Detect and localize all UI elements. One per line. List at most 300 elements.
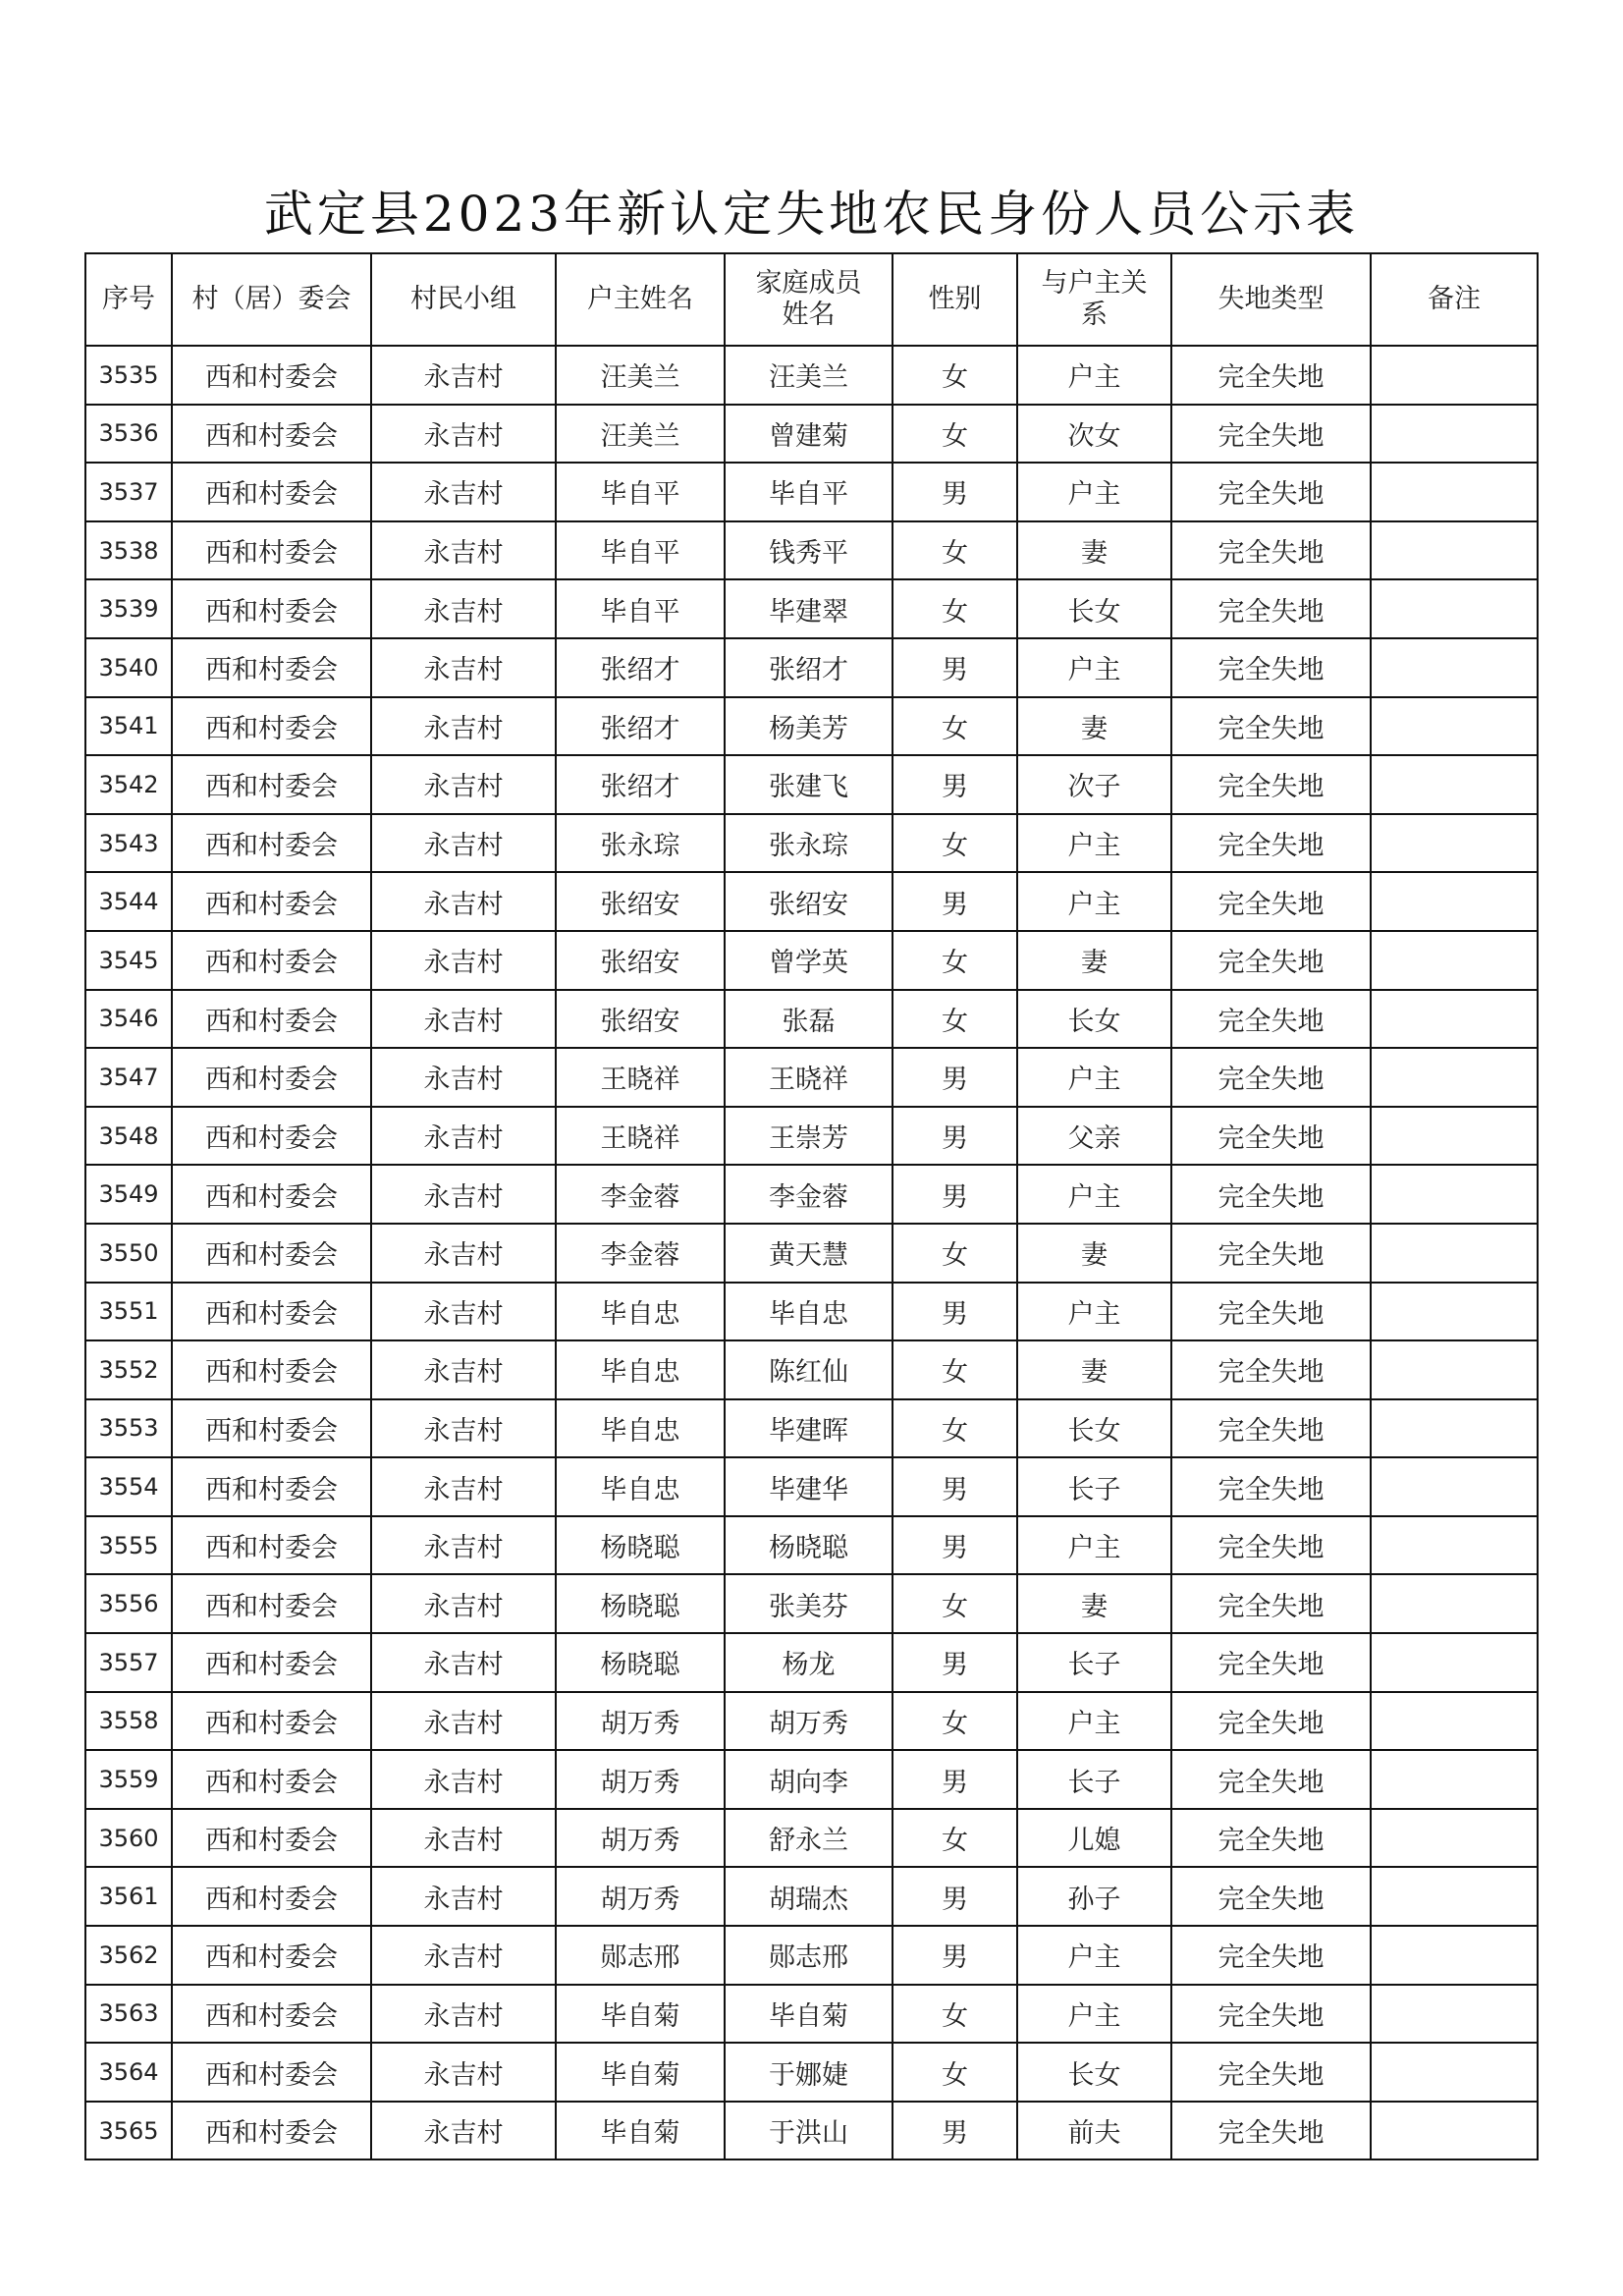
villager-group-cell: 永吉村 bbox=[371, 1574, 556, 1633]
villager-group-cell: 永吉村 bbox=[371, 1516, 556, 1575]
land-loss-type-cell: 完全失地 bbox=[1171, 638, 1371, 697]
remarks-cell bbox=[1371, 697, 1538, 756]
villager-group-cell: 永吉村 bbox=[371, 2102, 556, 2160]
gender-cell: 男 bbox=[893, 872, 1017, 931]
table-row bbox=[85, 1692, 1538, 1751]
villager-group-cell: 永吉村 bbox=[371, 638, 556, 697]
land-loss-type-cell: 完全失地 bbox=[1171, 1340, 1371, 1399]
column-header-land-loss-type: 失地类型 bbox=[1171, 253, 1371, 346]
relation-cell: 长女 bbox=[1017, 2043, 1171, 2102]
gender-cell: 男 bbox=[893, 2102, 1017, 2160]
villager-group-cell: 永吉村 bbox=[371, 1926, 556, 1985]
gender-cell: 女 bbox=[893, 521, 1017, 580]
table-row bbox=[85, 1516, 1538, 1575]
member-name-cell: 毕自菊 bbox=[725, 1985, 893, 2044]
household-head-cell: 李金蓉 bbox=[556, 1224, 725, 1283]
relation-cell: 户主 bbox=[1017, 1926, 1171, 1985]
member-name-cell: 胡向李 bbox=[725, 1750, 893, 1809]
relation-cell: 长女 bbox=[1017, 579, 1171, 638]
household-head-cell: 毕自菊 bbox=[556, 2043, 725, 2102]
land-loss-type-cell: 完全失地 bbox=[1171, 931, 1371, 990]
serial-cell: 3536 bbox=[85, 405, 172, 464]
member-name-cell: 张建飞 bbox=[725, 755, 893, 814]
table-row bbox=[85, 2043, 1538, 2102]
remarks-cell bbox=[1371, 1574, 1538, 1633]
member-name-cell: 曾建菊 bbox=[725, 405, 893, 464]
relation-cell: 长子 bbox=[1017, 1457, 1171, 1516]
table-row bbox=[85, 755, 1538, 814]
table-row bbox=[85, 1283, 1538, 1341]
serial-cell: 3541 bbox=[85, 697, 172, 756]
land-loss-type-cell: 完全失地 bbox=[1171, 346, 1371, 405]
table-row bbox=[85, 990, 1538, 1049]
relation-cell: 前夫 bbox=[1017, 2102, 1171, 2160]
relation-cell: 长子 bbox=[1017, 1633, 1171, 1692]
village-committee-cell: 西和村委会 bbox=[172, 1399, 371, 1458]
table-row bbox=[85, 872, 1538, 931]
village-committee-cell: 西和村委会 bbox=[172, 346, 371, 405]
serial-cell: 3545 bbox=[85, 931, 172, 990]
villager-group-cell: 永吉村 bbox=[371, 1340, 556, 1399]
gender-cell: 女 bbox=[893, 2043, 1017, 2102]
member-name-cell: 王崇芳 bbox=[725, 1107, 893, 1166]
table-row bbox=[85, 1457, 1538, 1516]
villager-group-cell: 永吉村 bbox=[371, 1750, 556, 1809]
household-head-cell: 王晓祥 bbox=[556, 1107, 725, 1166]
relation-cell: 户主 bbox=[1017, 1516, 1171, 1575]
member-name-cell: 张磊 bbox=[725, 990, 893, 1049]
village-committee-cell: 西和村委会 bbox=[172, 2043, 371, 2102]
member-name-cell: 杨晓聪 bbox=[725, 1516, 893, 1575]
table-row bbox=[85, 931, 1538, 990]
member-name-cell: 陈红仙 bbox=[725, 1340, 893, 1399]
household-head-cell: 张绍才 bbox=[556, 697, 725, 756]
land-loss-type-cell: 完全失地 bbox=[1171, 1399, 1371, 1458]
village-committee-cell: 西和村委会 bbox=[172, 697, 371, 756]
serial-cell: 3546 bbox=[85, 990, 172, 1049]
serial-cell: 3547 bbox=[85, 1048, 172, 1107]
remarks-cell bbox=[1371, 2102, 1538, 2160]
household-head-cell: 毕自忠 bbox=[556, 1340, 725, 1399]
land-loss-type-cell: 完全失地 bbox=[1171, 1985, 1371, 2044]
village-committee-cell: 西和村委会 bbox=[172, 1926, 371, 1985]
village-committee-cell: 西和村委会 bbox=[172, 755, 371, 814]
village-committee-cell: 西和村委会 bbox=[172, 1107, 371, 1166]
household-head-cell: 张绍安 bbox=[556, 872, 725, 931]
relation-cell: 户主 bbox=[1017, 1985, 1171, 2044]
household-head-cell: 杨晓聪 bbox=[556, 1633, 725, 1692]
remarks-cell bbox=[1371, 463, 1538, 521]
member-name-cell: 汪美兰 bbox=[725, 346, 893, 405]
villager-group-cell: 永吉村 bbox=[371, 1457, 556, 1516]
village-committee-cell: 西和村委会 bbox=[172, 521, 371, 580]
gender-cell: 女 bbox=[893, 1985, 1017, 2044]
remarks-cell bbox=[1371, 1750, 1538, 1809]
table-row bbox=[85, 1224, 1538, 1283]
village-committee-cell: 西和村委会 bbox=[172, 1809, 371, 1868]
household-head-cell: 张绍才 bbox=[556, 638, 725, 697]
relation-cell: 长女 bbox=[1017, 990, 1171, 1049]
village-committee-cell: 西和村委会 bbox=[172, 1750, 371, 1809]
villager-group-cell: 永吉村 bbox=[371, 697, 556, 756]
household-head-cell: 汪美兰 bbox=[556, 346, 725, 405]
relation-cell: 长子 bbox=[1017, 1750, 1171, 1809]
table-row bbox=[85, 579, 1538, 638]
land-loss-type-cell: 完全失地 bbox=[1171, 1574, 1371, 1633]
member-name-cell: 郧志邢 bbox=[725, 1926, 893, 1985]
member-name-cell: 张绍安 bbox=[725, 872, 893, 931]
village-committee-cell: 西和村委会 bbox=[172, 1516, 371, 1575]
member-name-cell: 王晓祥 bbox=[725, 1048, 893, 1107]
village-committee-cell: 西和村委会 bbox=[172, 931, 371, 990]
remarks-cell bbox=[1371, 1165, 1538, 1224]
gender-cell: 男 bbox=[893, 1867, 1017, 1926]
household-head-cell: 胡万秀 bbox=[556, 1750, 725, 1809]
relation-cell: 户主 bbox=[1017, 872, 1171, 931]
table-body bbox=[85, 346, 1538, 2159]
roster-table bbox=[84, 252, 1539, 2160]
land-loss-type-cell: 完全失地 bbox=[1171, 1165, 1371, 1224]
villager-group-cell: 永吉村 bbox=[371, 755, 556, 814]
gender-cell: 女 bbox=[893, 814, 1017, 873]
gender-cell: 男 bbox=[893, 1633, 1017, 1692]
remarks-cell bbox=[1371, 1809, 1538, 1868]
villager-group-cell: 永吉村 bbox=[371, 1048, 556, 1107]
land-loss-type-cell: 完全失地 bbox=[1171, 1633, 1371, 1692]
column-header-village-committee: 村（居）委会 bbox=[172, 253, 371, 346]
table-row bbox=[85, 1399, 1538, 1458]
relation-cell: 妻 bbox=[1017, 521, 1171, 580]
column-header-serial: 序号 bbox=[85, 253, 172, 346]
table-row bbox=[85, 638, 1538, 697]
villager-group-cell: 永吉村 bbox=[371, 814, 556, 873]
household-head-cell: 毕自菊 bbox=[556, 2102, 725, 2160]
village-committee-cell: 西和村委会 bbox=[172, 1867, 371, 1926]
gender-cell: 男 bbox=[893, 1926, 1017, 1985]
gender-cell: 男 bbox=[893, 1048, 1017, 1107]
gender-cell: 男 bbox=[893, 755, 1017, 814]
household-head-cell: 张绍安 bbox=[556, 931, 725, 990]
serial-cell: 3555 bbox=[85, 1516, 172, 1575]
land-loss-type-cell: 完全失地 bbox=[1171, 1926, 1371, 1985]
household-head-cell: 毕自平 bbox=[556, 579, 725, 638]
serial-cell: 3539 bbox=[85, 579, 172, 638]
villager-group-cell: 永吉村 bbox=[371, 579, 556, 638]
household-head-cell: 胡万秀 bbox=[556, 1809, 725, 1868]
remarks-cell bbox=[1371, 1633, 1538, 1692]
land-loss-type-cell: 完全失地 bbox=[1171, 521, 1371, 580]
remarks-cell bbox=[1371, 1692, 1538, 1751]
villager-group-cell: 永吉村 bbox=[371, 1224, 556, 1283]
table-row bbox=[85, 463, 1538, 521]
table-row bbox=[85, 1750, 1538, 1809]
member-name-cell: 毕建晖 bbox=[725, 1399, 893, 1458]
land-loss-type-cell: 完全失地 bbox=[1171, 814, 1371, 873]
village-committee-cell: 西和村委会 bbox=[172, 1692, 371, 1751]
table-row bbox=[85, 1926, 1538, 1985]
household-head-cell: 毕自忠 bbox=[556, 1399, 725, 1458]
remarks-cell bbox=[1371, 1224, 1538, 1283]
remarks-cell bbox=[1371, 405, 1538, 464]
relation-cell: 儿媳 bbox=[1017, 1809, 1171, 1868]
serial-cell: 3562 bbox=[85, 1926, 172, 1985]
gender-cell: 女 bbox=[893, 1340, 1017, 1399]
serial-cell: 3543 bbox=[85, 814, 172, 873]
member-name-cell: 曾学英 bbox=[725, 931, 893, 990]
land-loss-type-cell: 完全失地 bbox=[1171, 990, 1371, 1049]
remarks-cell bbox=[1371, 872, 1538, 931]
land-loss-type-cell: 完全失地 bbox=[1171, 1224, 1371, 1283]
remarks-cell bbox=[1371, 1985, 1538, 2044]
household-head-cell: 毕自忠 bbox=[556, 1457, 725, 1516]
gender-cell: 女 bbox=[893, 1224, 1017, 1283]
village-committee-cell: 西和村委会 bbox=[172, 1048, 371, 1107]
relation-cell: 次女 bbox=[1017, 405, 1171, 464]
serial-cell: 3549 bbox=[85, 1165, 172, 1224]
villager-group-cell: 永吉村 bbox=[371, 1283, 556, 1341]
serial-cell: 3556 bbox=[85, 1574, 172, 1633]
member-name-cell: 毕建翠 bbox=[725, 579, 893, 638]
table-row bbox=[85, 1985, 1538, 2044]
table-row bbox=[85, 1165, 1538, 1224]
relation-cell: 妻 bbox=[1017, 931, 1171, 990]
page-title: 武定县2023年新认定失地农民身份人员公示表 bbox=[263, 186, 1360, 243]
member-name-cell: 于洪山 bbox=[725, 2102, 893, 2160]
gender-cell: 男 bbox=[893, 1516, 1017, 1575]
remarks-cell bbox=[1371, 1926, 1538, 1985]
member-name-cell: 胡万秀 bbox=[725, 1692, 893, 1751]
relation-cell: 户主 bbox=[1017, 346, 1171, 405]
village-committee-cell: 西和村委会 bbox=[172, 638, 371, 697]
remarks-cell bbox=[1371, 1457, 1538, 1516]
table-row bbox=[85, 346, 1538, 405]
villager-group-cell: 永吉村 bbox=[371, 1399, 556, 1458]
gender-cell: 女 bbox=[893, 579, 1017, 638]
serial-cell: 3535 bbox=[85, 346, 172, 405]
member-name-cell: 钱秀平 bbox=[725, 521, 893, 580]
remarks-cell bbox=[1371, 1107, 1538, 1166]
gender-cell: 女 bbox=[893, 990, 1017, 1049]
serial-cell: 3542 bbox=[85, 755, 172, 814]
column-header-household-head: 户主姓名 bbox=[556, 253, 725, 346]
village-committee-cell: 西和村委会 bbox=[172, 1457, 371, 1516]
table-row bbox=[85, 814, 1538, 873]
gender-cell: 女 bbox=[893, 1399, 1017, 1458]
remarks-cell bbox=[1371, 814, 1538, 873]
member-name-cell: 舒永兰 bbox=[725, 1809, 893, 1868]
member-name-cell: 杨美芳 bbox=[725, 697, 893, 756]
village-committee-cell: 西和村委会 bbox=[172, 1574, 371, 1633]
gender-cell: 女 bbox=[893, 697, 1017, 756]
relation-cell: 妻 bbox=[1017, 697, 1171, 756]
member-name-cell: 胡瑞杰 bbox=[725, 1867, 893, 1926]
member-name-cell: 杨龙 bbox=[725, 1633, 893, 1692]
remarks-cell bbox=[1371, 1867, 1538, 1926]
remarks-cell bbox=[1371, 1283, 1538, 1341]
gender-cell: 男 bbox=[893, 1457, 1017, 1516]
household-head-cell: 张绍才 bbox=[556, 755, 725, 814]
remarks-cell bbox=[1371, 1399, 1538, 1458]
village-committee-cell: 西和村委会 bbox=[172, 405, 371, 464]
serial-cell: 3548 bbox=[85, 1107, 172, 1166]
remarks-cell bbox=[1371, 1048, 1538, 1107]
land-loss-type-cell: 完全失地 bbox=[1171, 1809, 1371, 1868]
villager-group-cell: 永吉村 bbox=[371, 1107, 556, 1166]
remarks-cell bbox=[1371, 1516, 1538, 1575]
member-name-cell: 李金蓉 bbox=[725, 1165, 893, 1224]
village-committee-cell: 西和村委会 bbox=[172, 2102, 371, 2160]
table-row bbox=[85, 1809, 1538, 1868]
serial-cell: 3560 bbox=[85, 1809, 172, 1868]
serial-cell: 3565 bbox=[85, 2102, 172, 2160]
table-row bbox=[85, 1048, 1538, 1107]
member-name-cell: 张美芬 bbox=[725, 1574, 893, 1633]
villager-group-cell: 永吉村 bbox=[371, 1633, 556, 1692]
table-row bbox=[85, 2102, 1538, 2160]
serial-cell: 3538 bbox=[85, 521, 172, 580]
village-committee-cell: 西和村委会 bbox=[172, 1165, 371, 1224]
household-head-cell: 胡万秀 bbox=[556, 1692, 725, 1751]
land-loss-type-cell: 完全失地 bbox=[1171, 1283, 1371, 1341]
household-head-cell: 杨晓聪 bbox=[556, 1574, 725, 1633]
household-head-cell: 毕自忠 bbox=[556, 1283, 725, 1341]
household-head-cell: 胡万秀 bbox=[556, 1867, 725, 1926]
serial-cell: 3550 bbox=[85, 1224, 172, 1283]
remarks-cell bbox=[1371, 638, 1538, 697]
household-head-cell: 毕自菊 bbox=[556, 1985, 725, 2044]
villager-group-cell: 永吉村 bbox=[371, 1809, 556, 1868]
villager-group-cell: 永吉村 bbox=[371, 463, 556, 521]
villager-group-cell: 永吉村 bbox=[371, 521, 556, 580]
land-loss-type-cell: 完全失地 bbox=[1171, 1692, 1371, 1751]
gender-cell: 女 bbox=[893, 1574, 1017, 1633]
land-loss-type-cell: 完全失地 bbox=[1171, 405, 1371, 464]
household-head-cell: 汪美兰 bbox=[556, 405, 725, 464]
relation-cell: 妻 bbox=[1017, 1224, 1171, 1283]
land-loss-type-cell: 完全失地 bbox=[1171, 697, 1371, 756]
remarks-cell bbox=[1371, 346, 1538, 405]
gender-cell: 女 bbox=[893, 1692, 1017, 1751]
relation-cell: 户主 bbox=[1017, 1048, 1171, 1107]
gender-cell: 男 bbox=[893, 1283, 1017, 1341]
serial-cell: 3564 bbox=[85, 2043, 172, 2102]
household-head-cell: 郧志邢 bbox=[556, 1926, 725, 1985]
household-head-cell: 毕自平 bbox=[556, 463, 725, 521]
land-loss-type-cell: 完全失地 bbox=[1171, 1750, 1371, 1809]
gender-cell: 女 bbox=[893, 1809, 1017, 1868]
gender-cell: 女 bbox=[893, 931, 1017, 990]
table-row bbox=[85, 521, 1538, 580]
member-name-cell: 毕自忠 bbox=[725, 1283, 893, 1341]
member-name-cell: 毕建华 bbox=[725, 1457, 893, 1516]
villager-group-cell: 永吉村 bbox=[371, 1985, 556, 2044]
villager-group-cell: 永吉村 bbox=[371, 1692, 556, 1751]
table-row bbox=[85, 697, 1538, 756]
village-committee-cell: 西和村委会 bbox=[172, 814, 371, 873]
relation-cell: 户主 bbox=[1017, 638, 1171, 697]
villager-group-cell: 永吉村 bbox=[371, 990, 556, 1049]
village-committee-cell: 西和村委会 bbox=[172, 990, 371, 1049]
villager-group-cell: 永吉村 bbox=[371, 1165, 556, 1224]
remarks-cell bbox=[1371, 931, 1538, 990]
table-row bbox=[85, 405, 1538, 464]
village-committee-cell: 西和村委会 bbox=[172, 1340, 371, 1399]
village-committee-cell: 西和村委会 bbox=[172, 872, 371, 931]
village-committee-cell: 西和村委会 bbox=[172, 1633, 371, 1692]
gender-cell: 女 bbox=[893, 405, 1017, 464]
remarks-cell bbox=[1371, 521, 1538, 580]
member-name-cell: 张绍才 bbox=[725, 638, 893, 697]
relation-cell: 户主 bbox=[1017, 1283, 1171, 1341]
gender-cell: 男 bbox=[893, 1107, 1017, 1166]
relation-cell: 妻 bbox=[1017, 1574, 1171, 1633]
villager-group-cell: 永吉村 bbox=[371, 931, 556, 990]
member-name-cell: 毕自平 bbox=[725, 463, 893, 521]
land-loss-type-cell: 完全失地 bbox=[1171, 579, 1371, 638]
serial-cell: 3561 bbox=[85, 1867, 172, 1926]
villager-group-cell: 永吉村 bbox=[371, 2043, 556, 2102]
relation-cell: 户主 bbox=[1017, 1165, 1171, 1224]
gender-cell: 男 bbox=[893, 1165, 1017, 1224]
table-row bbox=[85, 1867, 1538, 1926]
gender-cell: 女 bbox=[893, 346, 1017, 405]
land-loss-type-cell: 完全失地 bbox=[1171, 2043, 1371, 2102]
relation-cell: 户主 bbox=[1017, 1692, 1171, 1751]
household-head-cell: 王晓祥 bbox=[556, 1048, 725, 1107]
member-name-cell: 张永琮 bbox=[725, 814, 893, 873]
household-head-cell: 张永琮 bbox=[556, 814, 725, 873]
column-header-member-name: 家庭成员姓名 bbox=[725, 253, 893, 346]
land-loss-type-cell: 完全失地 bbox=[1171, 755, 1371, 814]
remarks-cell bbox=[1371, 579, 1538, 638]
villager-group-cell: 永吉村 bbox=[371, 346, 556, 405]
serial-cell: 3557 bbox=[85, 1633, 172, 1692]
gender-cell: 男 bbox=[893, 463, 1017, 521]
household-head-cell: 毕自平 bbox=[556, 521, 725, 580]
serial-cell: 3558 bbox=[85, 1692, 172, 1751]
gender-cell: 男 bbox=[893, 638, 1017, 697]
land-loss-type-cell: 完全失地 bbox=[1171, 1457, 1371, 1516]
gender-cell: 男 bbox=[893, 1750, 1017, 1809]
remarks-cell bbox=[1371, 990, 1538, 1049]
land-loss-type-cell: 完全失地 bbox=[1171, 1107, 1371, 1166]
relation-cell: 次子 bbox=[1017, 755, 1171, 814]
household-head-cell: 张绍安 bbox=[556, 990, 725, 1049]
village-committee-cell: 西和村委会 bbox=[172, 1224, 371, 1283]
remarks-cell bbox=[1371, 1340, 1538, 1399]
land-loss-type-cell: 完全失地 bbox=[1171, 2102, 1371, 2160]
relation-cell: 户主 bbox=[1017, 814, 1171, 873]
serial-cell: 3540 bbox=[85, 638, 172, 697]
serial-cell: 3553 bbox=[85, 1399, 172, 1458]
remarks-cell bbox=[1371, 755, 1538, 814]
column-header-relation: 与户主关系 bbox=[1017, 253, 1171, 346]
relation-cell: 户主 bbox=[1017, 463, 1171, 521]
land-loss-type-cell: 完全失地 bbox=[1171, 1516, 1371, 1575]
member-name-cell: 于娜婕 bbox=[725, 2043, 893, 2102]
relation-cell: 孙子 bbox=[1017, 1867, 1171, 1926]
land-loss-type-cell: 完全失地 bbox=[1171, 1867, 1371, 1926]
header-row bbox=[85, 253, 1538, 346]
village-committee-cell: 西和村委会 bbox=[172, 1283, 371, 1341]
serial-cell: 3544 bbox=[85, 872, 172, 931]
household-head-cell: 李金蓉 bbox=[556, 1165, 725, 1224]
relation-cell: 长女 bbox=[1017, 1399, 1171, 1458]
column-header-villager-group: 村民小组 bbox=[371, 253, 556, 346]
village-committee-cell: 西和村委会 bbox=[172, 1985, 371, 2044]
column-header-remarks: 备注 bbox=[1371, 253, 1538, 346]
column-header-gender: 性别 bbox=[893, 253, 1017, 346]
